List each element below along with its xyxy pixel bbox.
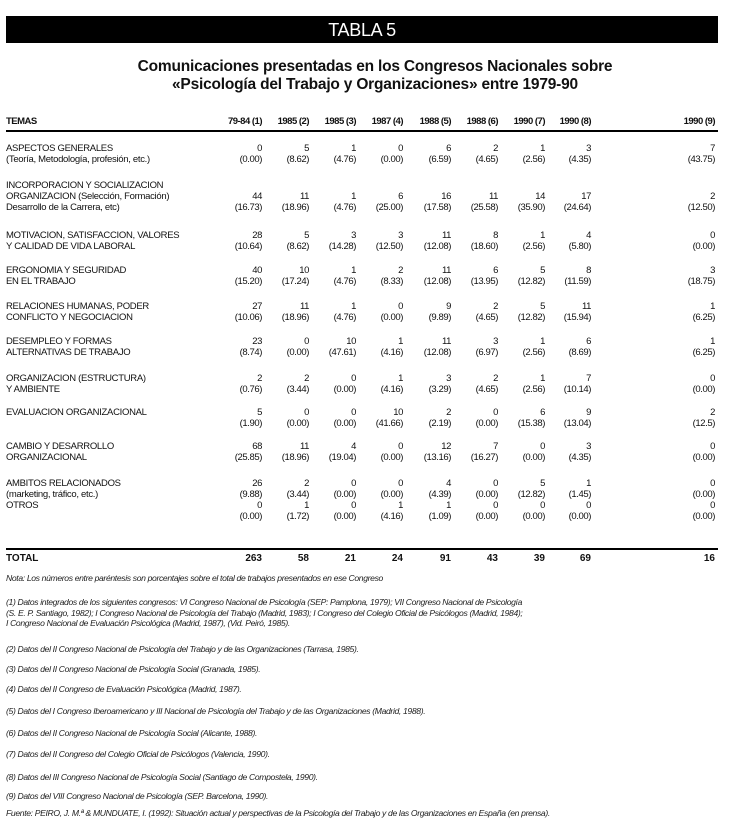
percent-cell: (6.97) (475, 347, 498, 358)
count-cell: 1 (351, 143, 356, 154)
percent-cell: (4.65) (475, 154, 498, 165)
count-cell: 1 (351, 191, 356, 202)
count-cell: 68 (252, 441, 262, 452)
percent-cell: (0.00) (239, 511, 262, 522)
column-header: 1990 (7) (513, 116, 545, 127)
header-temas: TEMAS (6, 116, 37, 127)
percent-cell: (12.08) (423, 276, 451, 287)
percent-cell: (2.56) (522, 154, 545, 165)
percent-cell: (11.59) (564, 276, 591, 287)
percent-cell: (0.00) (286, 418, 309, 429)
percent-cell: (3.29) (428, 384, 451, 395)
count-cell: 9 (586, 407, 591, 418)
count-cell: 0 (257, 143, 262, 154)
count-cell: 3 (493, 336, 498, 347)
count-cell: 8 (586, 265, 591, 276)
column-header: 1985 (2) (277, 116, 309, 127)
column-header: 1987 (4) (371, 116, 403, 127)
percent-cell: (4.16) (380, 384, 403, 395)
percent-cell: (10.06) (234, 312, 262, 323)
row-label: (marketing, tráfico, etc.) (6, 489, 98, 500)
footnote: I Congreso Nacional de Evaluación Psicológica (Madrid, 1987), (Vid. Peiró, 1985). (6, 618, 290, 628)
row-label: OTROS (6, 500, 39, 511)
total-cell: 21 (344, 553, 356, 564)
percent-cell: (4.65) (475, 384, 498, 395)
row-label: Y AMBIENTE (6, 384, 60, 395)
percent-cell: (8.69) (568, 347, 591, 358)
table-header (6, 114, 718, 130)
count-cell: 14 (535, 191, 545, 202)
percent-cell: (0.00) (333, 384, 356, 395)
percent-cell: (18.96) (281, 312, 309, 323)
row-label: ALTERNATIVAS DE TRABAJO (6, 347, 131, 358)
percent-cell: (10.64) (234, 241, 262, 252)
row-label: RELACIONES HUMANAS, PODER (6, 301, 149, 312)
percent-cell: (15.20) (234, 276, 262, 287)
count-cell: 0 (351, 478, 356, 489)
count-cell: 0 (257, 500, 262, 511)
percent-cell: (6.25) (692, 312, 715, 323)
count-cell: 6 (540, 407, 545, 418)
count-cell: 0 (351, 373, 356, 384)
percent-cell: (18.60) (470, 241, 498, 252)
percent-cell: (3.44) (286, 384, 309, 395)
column-header: 1985 (3) (324, 116, 356, 127)
row-label: CONFLICTO Y NEGOCIACION (6, 312, 133, 323)
percent-cell: (4.16) (380, 511, 403, 522)
count-cell: 10 (299, 265, 309, 276)
percent-cell: (0.00) (286, 347, 309, 358)
column-header: 1988 (5) (419, 116, 451, 127)
row-label: EN EL TRABAJO (6, 276, 76, 287)
count-cell: 2 (446, 407, 451, 418)
footnote: (1) Datos integrados de los siguientes congresos: VI Congreso Nacional de Psicología (SEP: Pamplona, 1979); VII Congreso Nacional de Psicología (6, 597, 523, 607)
count-cell: 1 (586, 478, 591, 489)
count-cell: 11 (441, 265, 451, 276)
percent-cell: (0.00) (475, 418, 498, 429)
count-cell: 1 (398, 373, 403, 384)
percent-cell: (1.09) (428, 511, 451, 522)
percent-cell: (4.16) (380, 347, 403, 358)
percent-cell: (0.00) (522, 452, 545, 463)
footnote: (3) Datos del II Congreso Nacional de Psicología Social (Granada, 1985). (6, 664, 261, 674)
count-cell: 1 (398, 500, 403, 511)
count-cell: 0 (540, 441, 545, 452)
percent-cell: (8.62) (286, 154, 309, 165)
count-cell: 2 (304, 478, 309, 489)
count-cell: 2 (493, 301, 498, 312)
count-cell: 12 (441, 441, 451, 452)
percent-cell: (2.19) (428, 418, 451, 429)
footnote: (7) Datos del II Congreso del Colegio Oficial de Psicólogos (Valencia, 1990). (6, 749, 270, 759)
count-cell: 1 (540, 373, 545, 384)
count-cell: 7 (586, 373, 591, 384)
percent-cell: (4.39) (428, 489, 451, 500)
percent-cell: (18.96) (281, 202, 309, 213)
percent-cell: (4.76) (333, 312, 356, 323)
count-cell: 10 (346, 336, 356, 347)
percent-cell: (4.35) (568, 452, 591, 463)
count-cell: 2 (398, 265, 403, 276)
header-rule (6, 130, 718, 132)
percent-cell: (41.66) (375, 418, 403, 429)
count-cell: 1 (351, 265, 356, 276)
count-cell: 0 (710, 478, 715, 489)
percent-cell: (3.44) (286, 489, 309, 500)
count-cell: 28 (252, 230, 262, 241)
percent-cell: (19.04) (328, 452, 356, 463)
percent-cell: (2.56) (522, 347, 545, 358)
count-cell: 0 (710, 500, 715, 511)
percent-cell: (12.08) (423, 241, 451, 252)
percent-cell: (12.82) (517, 489, 545, 500)
percent-cell: (12.50) (687, 202, 715, 213)
percent-cell: (0.00) (333, 418, 356, 429)
count-cell: 1 (351, 301, 356, 312)
count-cell: 0 (493, 478, 498, 489)
total-cell: 58 (297, 553, 309, 564)
percent-cell: (0.00) (380, 489, 403, 500)
percent-cell: (4.35) (568, 154, 591, 165)
count-cell: 7 (710, 143, 715, 154)
count-cell: 6 (586, 336, 591, 347)
percent-cell: (1.45) (568, 489, 591, 500)
percent-cell: (0.00) (380, 154, 403, 165)
percent-cell: (0.00) (475, 489, 498, 500)
count-cell: 3 (586, 441, 591, 452)
percent-cell: (2.56) (522, 241, 545, 252)
percent-cell: (13.95) (470, 276, 498, 287)
total-cell: 39 (533, 553, 545, 564)
row-label: INCORPORACION Y SOCIALIZACION (6, 180, 164, 191)
percent-cell: (15.38) (517, 418, 545, 429)
row-label: ORGANIZACION (Selección, Formación) (6, 191, 170, 202)
footnote: (9) Datos del VIII Congreso Nacional de Psicología (SEP. Barcelona, 1990). (6, 791, 268, 801)
count-cell: 23 (252, 336, 262, 347)
count-cell: 1 (446, 500, 451, 511)
percent-cell: (0.00) (692, 489, 715, 500)
percent-cell: (18.75) (687, 276, 715, 287)
percent-cell: (15.94) (563, 312, 591, 323)
percent-cell: (12.82) (517, 276, 545, 287)
percent-cell: (0.00) (692, 452, 715, 463)
row-label: (Teoría, Metodología, profesión, etc.) (6, 154, 150, 165)
total-cell: 263 (245, 553, 262, 564)
count-cell: 0 (351, 407, 356, 418)
count-cell: 0 (710, 230, 715, 241)
percent-cell: (0.00) (692, 241, 715, 252)
footnote: (5) Datos del I Congreso Iberoamericano y III Nacional de Psicología del Trabajo y de las Organizaciones (Madrid, 1988). (6, 706, 426, 716)
count-cell: 3 (710, 265, 715, 276)
percent-cell: (2.56) (522, 384, 545, 395)
count-cell: 6 (398, 191, 403, 202)
row-label: ORGANIZACION (ESTRUCTURA) (6, 373, 146, 384)
count-cell: 9 (446, 301, 451, 312)
percent-cell: (14.28) (328, 241, 356, 252)
percent-cell: (6.59) (428, 154, 451, 165)
row-label: Desarrollo de la Carrera, etc) (6, 202, 120, 213)
percent-cell: (13.04) (563, 418, 591, 429)
count-cell: 6 (446, 143, 451, 154)
row-label: Y CALIDAD DE VIDA LABORAL (6, 241, 136, 252)
count-cell: 1 (304, 500, 309, 511)
count-cell: 4 (351, 441, 356, 452)
count-cell: 0 (351, 500, 356, 511)
percent-cell: (0.00) (692, 511, 715, 522)
count-cell: 1 (540, 143, 545, 154)
row-label: CAMBIO Y DESARROLLO (6, 441, 114, 452)
footnote: (8) Datos del III Congreso Nacional de Psicología Social (Santiago de Compostela, 1990). (6, 772, 318, 782)
percent-cell: (12.50) (375, 241, 403, 252)
table-banner: TABLA 5 (6, 16, 718, 43)
percent-cell: (0.00) (380, 452, 403, 463)
count-cell: 2 (710, 407, 715, 418)
count-cell: 0 (710, 441, 715, 452)
count-cell: 3 (398, 230, 403, 241)
percent-cell: (0.00) (568, 511, 591, 522)
percent-cell: (0.00) (333, 511, 356, 522)
percent-cell: (10.14) (563, 384, 591, 395)
total-cell: 16 (703, 553, 715, 564)
count-cell: 16 (441, 191, 451, 202)
count-cell: 11 (488, 191, 498, 202)
count-cell: 0 (540, 500, 545, 511)
percent-cell: (47.61) (328, 347, 356, 358)
footnote: (S. E. P. Santiago, 1982); I Congreso Nacional de Psicología del Trabajo (Madrid, 1983); I Congreso del Colegio Oficial de Psicólogos (Madrid, 1984); (6, 607, 523, 618)
total-cell: 69 (579, 553, 591, 564)
count-cell: 17 (581, 191, 591, 202)
percent-cell: (25.58) (470, 202, 498, 213)
count-cell: 3 (586, 143, 591, 154)
source-citation: Fuente: PEIRO, J. M.ª & MUNDUATE, I. (1992): Situación actual y perspectivas de la Psicología del Trabajo y de las Organizaciones en España (en prensa). (6, 808, 550, 818)
percent-cell: (16.27) (470, 452, 498, 463)
percent-cell: (8.33) (380, 276, 403, 287)
count-cell: 5 (540, 265, 545, 276)
percent-cell: (16.73) (234, 202, 262, 213)
percent-cell: (8.74) (239, 347, 262, 358)
count-cell: 5 (540, 301, 545, 312)
row-label: EVALUACION ORGANIZACIONAL (6, 407, 147, 418)
column-header: 1990 (9) (683, 116, 715, 127)
count-cell: 27 (252, 301, 262, 312)
total-cell: 43 (486, 553, 498, 564)
percent-cell: (24.64) (563, 202, 591, 213)
percent-cell: (4.76) (333, 202, 356, 213)
percent-cell: (8.62) (286, 241, 309, 252)
count-cell: 1 (710, 301, 715, 312)
percent-cell: (35.90) (517, 202, 545, 213)
percent-cell: (4.65) (475, 312, 498, 323)
row-label: ORGANIZACIONAL (6, 452, 87, 463)
count-cell: 1 (398, 336, 403, 347)
count-cell: 10 (393, 407, 403, 418)
percent-cell: (25.00) (375, 202, 403, 213)
percent-cell: (0.00) (475, 511, 498, 522)
percent-cell: (9.89) (428, 312, 451, 323)
table-title (0, 58, 750, 94)
row-label: ASPECTOS GENERALES (6, 143, 113, 154)
percent-cell: (0.00) (522, 511, 545, 522)
note: Nota: Los números entre paréntesis son porcentajes sobre el total de trabajos presentados en ese Congreso (6, 573, 383, 583)
total-rule (6, 548, 718, 550)
count-cell: 11 (441, 336, 451, 347)
count-cell: 0 (586, 500, 591, 511)
count-cell: 0 (398, 478, 403, 489)
count-cell: 11 (299, 441, 309, 452)
count-cell: 5 (540, 478, 545, 489)
percent-cell: (1.90) (239, 418, 262, 429)
percent-cell: (4.76) (333, 154, 356, 165)
title-line-1: Comunicaciones presentadas en los Congresos Nacionales sobre (137, 58, 613, 75)
count-cell: 0 (493, 407, 498, 418)
count-cell: 44 (252, 191, 262, 202)
total-label: TOTAL (6, 553, 39, 564)
percent-cell: (12.82) (517, 312, 545, 323)
total-cell: 24 (391, 553, 403, 564)
percent-cell: (0.76) (239, 384, 262, 395)
percent-cell: (18.96) (281, 452, 309, 463)
percent-cell: (25.85) (234, 452, 262, 463)
footnote: (6) Datos del II Congreso Nacional de Psicología Social (Alicante, 1988). (6, 728, 258, 738)
percent-cell: (5.80) (568, 241, 591, 252)
count-cell: 5 (257, 407, 262, 418)
percent-cell: (9.88) (239, 489, 262, 500)
title-line-2: «Psicología del Trabajo y Organizaciones» entre 1979-90 (172, 76, 578, 93)
count-cell: 11 (299, 191, 309, 202)
count-cell: 0 (304, 407, 309, 418)
percent-cell: (0.00) (333, 489, 356, 500)
percent-cell: (0.00) (239, 154, 262, 165)
count-cell: 2 (710, 191, 715, 202)
count-cell: 0 (398, 143, 403, 154)
row-label: ERGONOMIA Y SEGURIDAD (6, 265, 127, 276)
count-cell: 2 (493, 373, 498, 384)
column-header: 79-84 (1) (227, 116, 262, 127)
count-cell: 4 (586, 230, 591, 241)
count-cell: 0 (304, 336, 309, 347)
count-cell: 0 (710, 373, 715, 384)
count-cell: 2 (304, 373, 309, 384)
count-cell: 0 (493, 500, 498, 511)
percent-cell: (13.16) (423, 452, 451, 463)
count-cell: 40 (252, 265, 262, 276)
row-label: AMBITOS RELACIONADOS (6, 478, 121, 489)
column-header: 1990 (8) (559, 116, 591, 127)
footnote: (2) Datos del II Congreso Nacional de Psicología del Trabajo y de las Organizaciones (Tarrasa, 1985). (6, 644, 359, 654)
percent-cell: (12.08) (423, 347, 451, 358)
count-cell: 2 (493, 143, 498, 154)
count-cell: 3 (351, 230, 356, 241)
count-cell: 1 (540, 230, 545, 241)
percent-cell: (43.75) (687, 154, 715, 165)
count-cell: 11 (441, 230, 451, 241)
count-cell: 26 (252, 478, 262, 489)
percent-cell: (0.00) (692, 384, 715, 395)
count-cell: 4 (446, 478, 451, 489)
count-cell: 1 (710, 336, 715, 347)
count-cell: 0 (398, 441, 403, 452)
percent-cell: (6.25) (692, 347, 715, 358)
total-cell: 91 (439, 553, 451, 564)
column-header: 1988 (6) (466, 116, 498, 127)
row-label: MOTIVACION, SATISFACCION, VALORES (6, 230, 180, 241)
count-cell: 11 (581, 301, 591, 312)
count-cell: 6 (493, 265, 498, 276)
count-cell: 8 (493, 230, 498, 241)
row-label: DESEMPLEO Y FORMAS (6, 336, 112, 347)
count-cell: 11 (299, 301, 309, 312)
percent-cell: (1.72) (286, 511, 309, 522)
count-cell: 5 (304, 230, 309, 241)
count-cell: 7 (493, 441, 498, 452)
count-cell: 2 (257, 373, 262, 384)
percent-cell: (17.24) (281, 276, 309, 287)
percent-cell: (17.58) (423, 202, 451, 213)
count-cell: 0 (398, 301, 403, 312)
count-cell: 1 (540, 336, 545, 347)
footnote: (4) Datos del II Congreso de Evaluación Psicológica (Madrid, 1987). (6, 684, 242, 694)
count-cell: 5 (304, 143, 309, 154)
percent-cell: (12.5) (692, 418, 715, 429)
count-cell: 3 (446, 373, 451, 384)
percent-cell: (4.76) (333, 276, 356, 287)
percent-cell: (0.00) (380, 312, 403, 323)
